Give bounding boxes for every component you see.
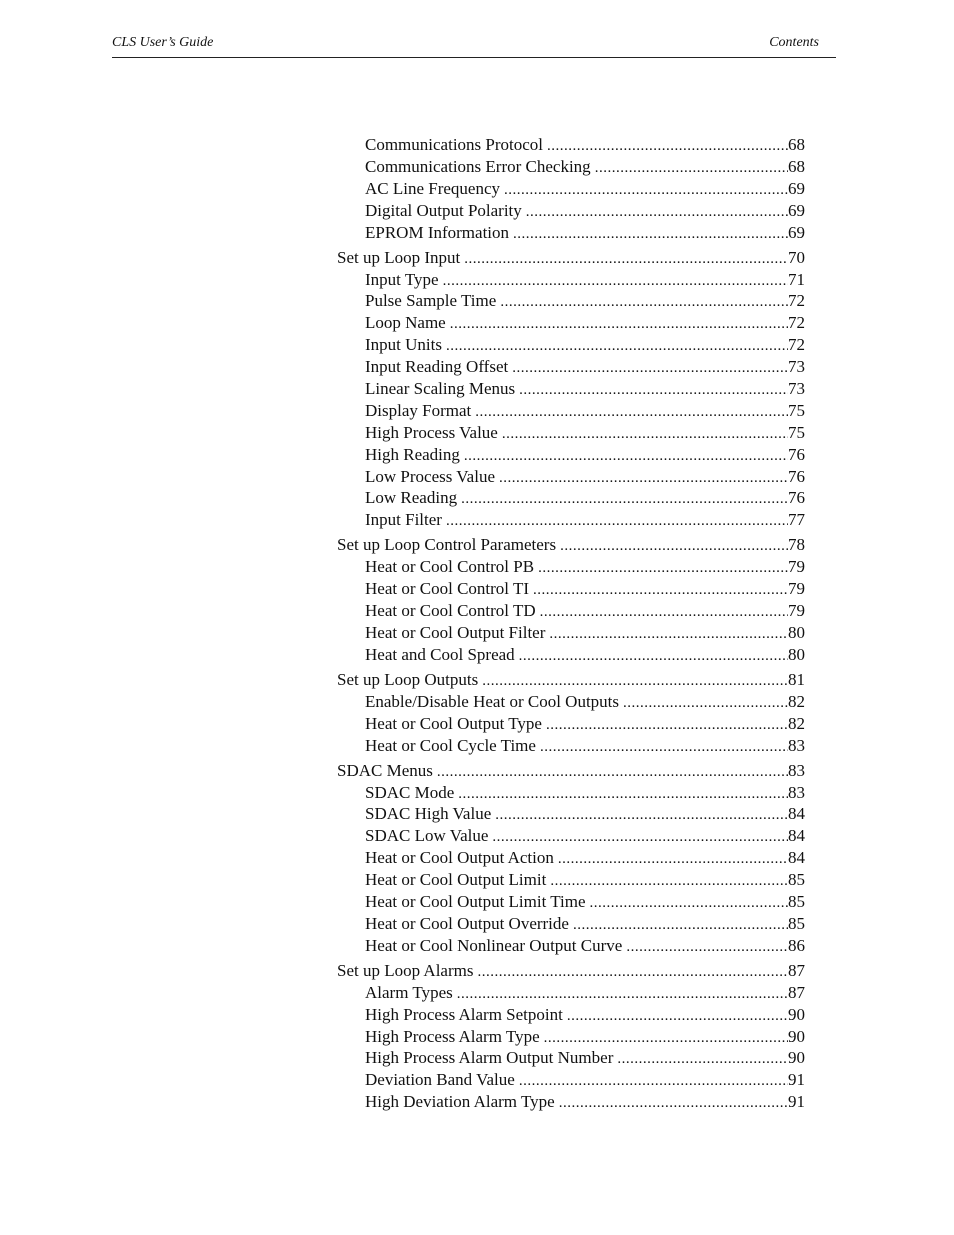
toc-page-number: 78 xyxy=(788,535,805,555)
toc-entry-label: Pulse Sample Time xyxy=(365,291,497,311)
toc-entry-label: AC Line Frequency xyxy=(365,178,501,198)
toc-dot-leader xyxy=(475,402,788,422)
toc-page-number: 73 xyxy=(788,378,805,398)
toc-page-number: 68 xyxy=(788,135,805,154)
toc-page-number: 77 xyxy=(788,510,805,530)
toc-entry-label: Low Reading xyxy=(365,488,458,508)
toc-page-number: 70 xyxy=(788,247,805,267)
toc-entry-label: Display Format xyxy=(365,400,472,420)
toc-dot-leader xyxy=(573,915,788,935)
toc-page-number: 85 xyxy=(788,870,805,890)
toc-dot-leader xyxy=(626,937,788,957)
toc-page-number: 83 xyxy=(788,760,805,780)
toc-page-number: 72 xyxy=(788,335,805,355)
toc-entry-label: Enable/Disable Heat or Cool Outputs xyxy=(365,691,620,711)
toc-subsection-entry[interactable] xyxy=(337,600,805,622)
toc-subsection-entry[interactable] xyxy=(337,869,805,891)
toc-page-number: 86 xyxy=(788,935,805,955)
toc-subsection-entry[interactable] xyxy=(337,644,805,666)
toc-subsection-entry[interactable] xyxy=(337,691,805,713)
toc-dot-leader xyxy=(482,671,788,691)
toc-page-number: 72 xyxy=(788,291,805,311)
toc-subsection-entry[interactable] xyxy=(337,1091,805,1113)
toc-page-number: 91 xyxy=(788,1070,805,1090)
page-header xyxy=(112,34,836,58)
toc-entry-label: Input Filter xyxy=(365,510,442,530)
toc-entry-label: Set up Loop Alarms xyxy=(337,960,474,980)
toc-subsection-entry[interactable] xyxy=(337,1047,805,1069)
toc-dot-leader xyxy=(595,158,788,178)
toc-page-number: 76 xyxy=(788,466,805,486)
toc-section-entry[interactable] xyxy=(337,960,805,982)
toc-page-number: 75 xyxy=(788,422,805,442)
toc-page-number: 90 xyxy=(788,1048,805,1068)
toc-dot-leader xyxy=(590,893,788,913)
toc-page-number: 83 xyxy=(788,782,805,802)
toc-dot-leader xyxy=(623,693,788,713)
toc-page-number: 68 xyxy=(788,156,805,176)
toc-page-number: 90 xyxy=(788,1004,805,1024)
toc-subsection-entry[interactable] xyxy=(337,913,805,935)
toc-page-number: 84 xyxy=(788,826,805,846)
toc-page-number: 69 xyxy=(788,200,805,220)
toc-subsection-entry[interactable] xyxy=(337,312,805,334)
toc-dot-leader xyxy=(617,1049,788,1069)
toc-entry-label: Input Reading Offset xyxy=(365,357,509,377)
section-title: Contents xyxy=(769,35,819,50)
toc-entry-label: Set up Loop Input xyxy=(337,247,461,267)
toc-entry-label: SDAC Menus xyxy=(337,760,433,780)
toc-entry-label: Low Process Value xyxy=(365,466,495,486)
toc-dot-leader xyxy=(519,646,788,666)
toc-page-number: 79 xyxy=(788,579,805,599)
toc-page-number: 87 xyxy=(788,960,805,980)
toc-entry-label: Heat or Cool Output Override xyxy=(365,913,569,933)
toc-page-number: 75 xyxy=(788,400,805,420)
toc-entry-label: SDAC Mode xyxy=(365,782,455,802)
toc-subsection-entry[interactable] xyxy=(337,466,805,488)
toc-subsection-entry[interactable] xyxy=(337,378,805,400)
toc-subsection-entry[interactable] xyxy=(337,222,805,244)
toc-page-number: 85 xyxy=(788,892,805,912)
toc-entry-label: Set up Loop Control Parameters xyxy=(337,535,557,555)
toc-dot-leader xyxy=(495,805,788,825)
toc-entry-label: Linear Scaling Menus xyxy=(365,378,516,398)
toc-dot-leader xyxy=(550,871,788,891)
toc-entry-label: Digital Output Polarity xyxy=(365,200,522,220)
toc-dot-leader xyxy=(437,762,788,782)
toc-dot-leader xyxy=(464,446,788,466)
toc-subsection-entry[interactable] xyxy=(337,825,805,847)
toc-page-number: 76 xyxy=(788,444,805,464)
toc-entry-label: High Process Value xyxy=(365,422,498,442)
toc-page-number: 71 xyxy=(788,269,805,289)
toc-page-number: 81 xyxy=(788,669,805,689)
toc-entry-label: Heat or Cool Output Limit Time xyxy=(365,892,586,912)
toc-subsection-entry[interactable] xyxy=(337,891,805,913)
toc-entry-label: Heat or Cool Output Type xyxy=(365,713,542,733)
toc-entry-label: Heat and Cool Spread xyxy=(365,644,515,664)
toc-entry-label: Communications Error Checking xyxy=(365,156,591,176)
toc-dot-leader xyxy=(544,1028,788,1048)
toc-section-entry[interactable] xyxy=(337,247,805,269)
toc-dot-leader xyxy=(446,336,788,356)
toc-dot-leader xyxy=(538,558,788,578)
toc-page-number: 69 xyxy=(788,222,805,242)
toc-subsection-entry[interactable] xyxy=(337,1026,805,1048)
toc-section-entry[interactable] xyxy=(337,534,805,556)
toc-entry-label: Deviation Band Value xyxy=(365,1070,515,1090)
toc-dot-leader xyxy=(458,784,788,804)
toc-dot-leader xyxy=(540,737,788,757)
toc-entry-label: Communications Protocol xyxy=(365,135,544,154)
toc-dot-leader xyxy=(549,624,788,644)
toc-page-number: 85 xyxy=(788,913,805,933)
toc-dot-leader xyxy=(559,1093,788,1113)
toc-subsection-entry[interactable] xyxy=(337,134,805,156)
toc-dot-leader xyxy=(567,1006,788,1026)
toc-page-number: 82 xyxy=(788,691,805,711)
toc-subsection-entry[interactable] xyxy=(337,290,805,312)
toc-dot-leader xyxy=(450,314,788,334)
toc-page-number: 80 xyxy=(788,622,805,642)
toc-entry-label: Alarm Types xyxy=(365,982,453,1002)
toc-dot-leader xyxy=(477,962,788,982)
toc-subsection-entry[interactable] xyxy=(337,487,805,509)
toc-subsection-entry[interactable] xyxy=(337,982,805,1004)
toc-page-number: 84 xyxy=(788,848,805,868)
toc-dot-leader xyxy=(512,358,788,378)
toc-subsection-entry[interactable] xyxy=(337,578,805,600)
toc-subsection-entry[interactable] xyxy=(337,556,805,578)
toc-dot-leader xyxy=(457,984,788,1004)
toc-entry-label: High Process Alarm Type xyxy=(365,1026,540,1046)
toc-entry-label: High Deviation Alarm Type xyxy=(365,1092,555,1112)
toc-entry-label: SDAC Low Value xyxy=(365,826,489,846)
toc-subsection-entry[interactable] xyxy=(337,713,805,735)
toc-page-number: 72 xyxy=(788,313,805,333)
toc-entry-label: Heat or Cool Output Filter xyxy=(365,622,546,642)
toc-entry-label: Loop Name xyxy=(365,313,446,333)
toc-dot-leader xyxy=(546,715,788,735)
toc-page-number: 83 xyxy=(788,735,805,755)
table-of-contents xyxy=(337,134,805,1113)
toc-dot-leader xyxy=(492,827,788,847)
toc-subsection-entry[interactable] xyxy=(337,334,805,356)
toc-subsection-entry[interactable] xyxy=(337,1069,805,1091)
toc-entry-label: Heat or Cool Control TI xyxy=(365,579,529,599)
toc-dot-leader xyxy=(526,202,788,222)
toc-subsection-entry[interactable] xyxy=(337,847,805,869)
toc-section-entry[interactable] xyxy=(337,669,805,691)
toc-subsection-entry[interactable] xyxy=(337,356,805,378)
toc-entry-label: Heat or Cool Cycle Time xyxy=(365,735,536,755)
toc-entry-label: High Process Alarm Setpoint xyxy=(365,1004,563,1024)
toc-entry-label: Heat or Cool Output Limit xyxy=(365,870,547,890)
toc-subsection-entry[interactable] xyxy=(337,178,805,200)
toc-subsection-entry[interactable] xyxy=(337,269,805,291)
toc-dot-leader xyxy=(461,489,788,509)
toc-subsection-entry[interactable] xyxy=(337,622,805,644)
toc-page-number: 84 xyxy=(788,804,805,824)
toc-entry-label: Heat or Cool Nonlinear Output Curve xyxy=(365,935,623,955)
toc-page-number: 79 xyxy=(788,557,805,577)
toc-subsection-entry[interactable] xyxy=(337,422,805,444)
toc-subsection-entry[interactable] xyxy=(337,156,805,178)
toc-page-number: 69 xyxy=(788,178,805,198)
toc-entry-label: High Process Alarm Output Number xyxy=(365,1048,614,1068)
toc-dot-leader xyxy=(547,136,788,156)
toc-dot-leader xyxy=(446,511,788,531)
toc-dot-leader xyxy=(513,224,788,244)
toc-entry-label: High Reading xyxy=(365,444,460,464)
toc-dot-leader xyxy=(519,1071,788,1091)
toc-subsection-entry[interactable] xyxy=(337,200,805,222)
toc-subsection-entry[interactable] xyxy=(337,400,805,422)
toc-page-number: 76 xyxy=(788,488,805,508)
toc-dot-leader xyxy=(502,424,788,444)
toc-dot-leader xyxy=(560,536,788,556)
toc-entry-label: Heat or Cool Control TD xyxy=(365,601,536,621)
toc-entry-label: Set up Loop Outputs xyxy=(337,669,479,689)
toc-page-number: 90 xyxy=(788,1026,805,1046)
toc-dot-leader xyxy=(558,849,788,869)
toc-dot-leader xyxy=(464,249,788,269)
toc-page-number: 87 xyxy=(788,982,805,1002)
toc-entry-label: EPROM Information xyxy=(365,222,510,242)
toc-entry-label: Input Type xyxy=(365,269,439,289)
toc-subsection-entry[interactable] xyxy=(337,935,805,957)
toc-entry-label: Heat or Cool Control PB xyxy=(365,557,535,577)
toc-subsection-entry[interactable] xyxy=(337,735,805,757)
toc-page-number: 82 xyxy=(788,713,805,733)
toc-dot-leader xyxy=(533,580,788,600)
toc-subsection-entry[interactable] xyxy=(337,782,805,804)
document-title: CLS User’s Guide xyxy=(112,35,214,50)
toc-section-entry[interactable] xyxy=(337,760,805,782)
toc-entry-label: Input Units xyxy=(365,335,442,355)
toc-subsection-entry[interactable] xyxy=(337,444,805,466)
toc-page-number: 91 xyxy=(788,1092,805,1112)
toc-dot-leader xyxy=(519,380,788,400)
toc-entry-label: Heat or Cool Output Action xyxy=(365,848,554,868)
toc-entry-label: SDAC High Value xyxy=(365,804,492,824)
toc-page-number: 80 xyxy=(788,644,805,664)
toc-dot-leader xyxy=(499,468,788,488)
toc-subsection-entry[interactable] xyxy=(337,803,805,825)
toc-dot-leader xyxy=(443,271,788,291)
toc-subsection-entry[interactable] xyxy=(337,1004,805,1026)
toc-subsection-entry[interactable] xyxy=(337,509,805,531)
toc-page-number: 73 xyxy=(788,357,805,377)
toc-dot-leader xyxy=(500,292,788,312)
toc-dot-leader xyxy=(504,180,788,200)
toc-page-number: 79 xyxy=(788,601,805,621)
toc-dot-leader xyxy=(540,602,788,622)
